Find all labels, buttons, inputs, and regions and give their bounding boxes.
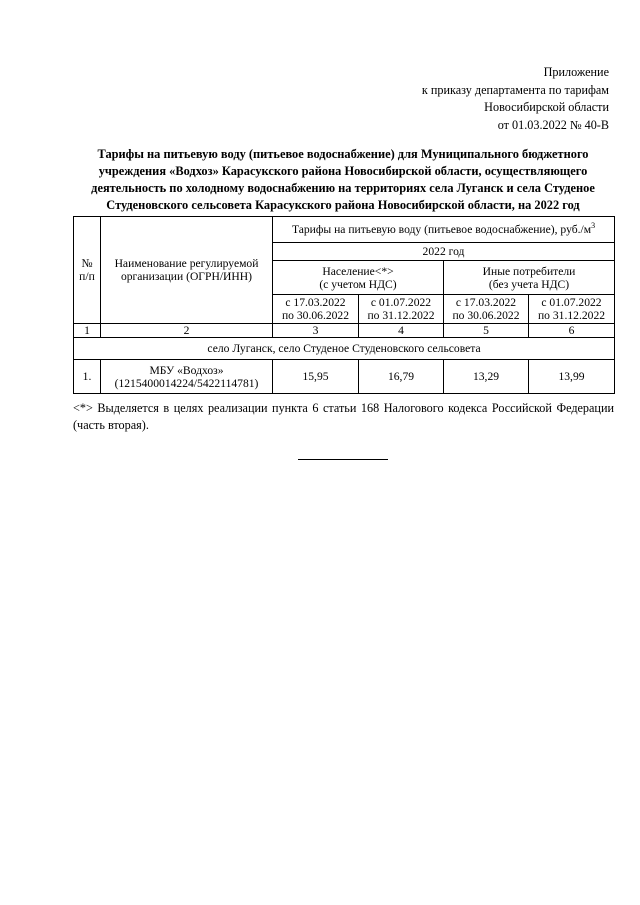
- tariff-value: 15,95: [273, 360, 359, 394]
- header-organization: Наименование регулируемой организации (ОГРН/ИНН): [101, 217, 273, 324]
- header-other-consumers: [444, 261, 615, 295]
- header-num: № п/п: [74, 217, 101, 324]
- tariff-value: 16,79: [359, 360, 444, 394]
- others-vat-note: (без учета НДС): [488, 277, 570, 291]
- document-title: Тарифы на питьевую воду (питьевое водоснабжение) для Муниципального бюджетного учреждения «Водхоз» Карасукского района Новосибирской области, осуществляющего деятельность по холодному водоснабжению на территориях села Луганск и села Студеное Студеновского сельсовета Карасукского района Новосибирской области, на 2022 год: [91, 147, 595, 212]
- column-index: 3: [273, 324, 359, 338]
- period-start: с 17.03.2022: [285, 296, 346, 309]
- closing-line: [298, 459, 388, 460]
- period-end: по 31.12.2022: [367, 309, 435, 322]
- period-end: по 30.06.2022: [281, 309, 350, 322]
- column-index: 1: [74, 324, 101, 338]
- header-period-oth-2: [529, 295, 615, 324]
- appendix-order-date: от 01.03.2022 № 40-В: [497, 117, 609, 132]
- appendix-label: Приложение: [543, 65, 609, 79]
- period-start: с 01.07.2022: [370, 296, 432, 309]
- column-index: 2: [101, 324, 273, 338]
- row-num: 1.: [74, 360, 101, 394]
- period-start: с 01.07.2022: [541, 296, 602, 309]
- population-label: Население<*>: [322, 264, 394, 278]
- column-index: 5: [444, 324, 529, 338]
- header-tariff-unit-sup: 3: [591, 221, 596, 231]
- appendix-header: [422, 64, 609, 134]
- period-end: по 30.06.2022: [452, 309, 520, 322]
- column-index: 6: [529, 324, 615, 338]
- tariff-value: 13,29: [444, 360, 529, 394]
- tariff-table: [73, 216, 615, 394]
- tariff-value: 13,99: [529, 360, 615, 394]
- header-period-pop-2: [359, 295, 444, 324]
- footnote: <*> Выделяется в целях реализации пункта 6 статьи 168 Налогового кодекса Российской Федерации (часть вторая).: [73, 401, 614, 432]
- header-tariff: [273, 217, 615, 243]
- others-label: Иные потребители: [482, 264, 576, 278]
- period-end: по 31.12.2022: [537, 309, 606, 322]
- row-organization: [101, 360, 273, 394]
- org-name: МБУ «Водхоз»: [149, 363, 224, 377]
- table-row: [74, 360, 615, 394]
- column-index-row: [74, 324, 615, 338]
- column-index: 4: [359, 324, 444, 338]
- period-start: с 17.03.2022: [455, 296, 517, 309]
- section-row: село Луганск, село Студеное Студеновского сельсовета: [74, 338, 615, 360]
- appendix-order-ref: к приказу департамента по тарифам: [421, 82, 609, 97]
- header-period-pop-1: [273, 295, 359, 324]
- header-population: [273, 261, 444, 295]
- org-ids: (1215400014224/5422114781): [114, 376, 259, 390]
- population-vat-note: (с учетом НДС): [319, 277, 397, 291]
- header-period-oth-1: [444, 295, 529, 324]
- appendix-region: Новосибирской области: [484, 100, 609, 114]
- header-year: 2022 год: [273, 243, 615, 261]
- header-tariff-text: Тарифы на питьевую воду (питьевое водоснабжение), руб./м: [291, 223, 592, 236]
